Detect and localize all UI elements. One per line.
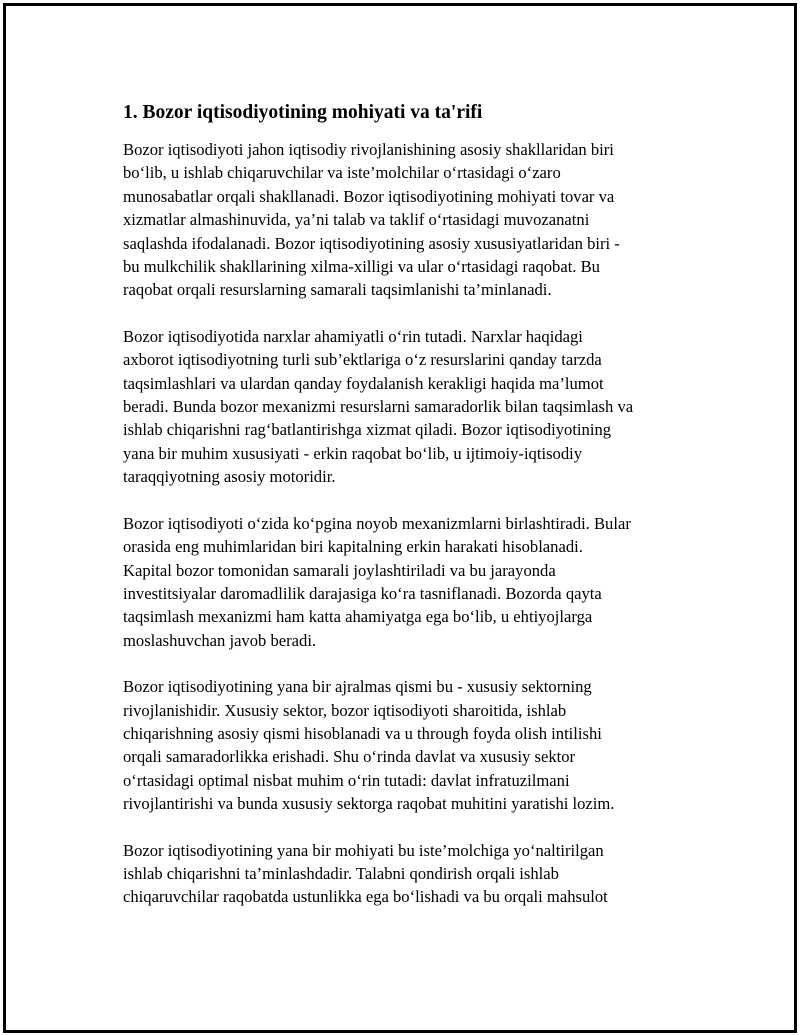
text-line: ishlab chiqarishni rag‘batlantirishga xizmat qiladi. Bozor iqtisodiyotining — [123, 420, 612, 440]
text-line: raqobat orqali resurslarning samarali taqsimlanishi ta’minlanadi. — [123, 280, 552, 300]
text-line: Bozor iqtisodiyotining yana bir mohiyati bu iste’molchiga yo‘naltirilgan — [123, 840, 604, 860]
paragraph-1 — [123, 138, 701, 302]
paragraph-3 — [123, 512, 701, 652]
page-frame — [3, 3, 797, 1033]
text-line: taraqqiyotning asosiy motoridir. — [123, 467, 336, 487]
text-line: bo‘lib, u ishlab chiqaruvchilar va iste’molchilar o‘rtasidagi o‘zaro — [123, 163, 561, 183]
section-heading: 1. Bozor iqtisodiyotining mohiyati va ta'rifi — [123, 102, 483, 123]
text-line: munosabatlar orqali shakllanadi. Bozor iqtisodiyotining mohiyati tovar va — [123, 186, 615, 206]
text-line: taqsimlashlari va ulardan qanday foydalanish kerakligi haqida ma’lumot — [123, 373, 604, 393]
text-line: taqsimlash mexanizmi ham katta ahamiyatga ega bo‘lib, u ehtiyojlarga — [123, 607, 593, 627]
paragraph-2 — [123, 325, 701, 489]
text-line: Bozor iqtisodiyotida narxlar ahamiyatli o‘rin tutadi. Narxlar haqidagi — [123, 326, 583, 346]
text-line: Bozor iqtisodiyotining yana bir ajralmas qismi bu - xususiy sektorning — [123, 677, 592, 697]
text-line: o‘rtasidagi optimal nisbat muhim o‘rin tutadi: davlat infratuzilmani — [123, 770, 570, 790]
text-line: xizmatlar almashinuvida, ya’ni talab va taklif o‘rtasidagi muvozanatni — [123, 210, 590, 230]
text-line: Bozor iqtisodiyoti o‘zida ko‘pgina noyob mexanizmlarni birlashtiradi. Bular — [123, 513, 631, 533]
text-line: rivojlanishidir. Xususiy sektor, bozor iqtisodiyoti sharoitida, ishlab — [123, 700, 567, 720]
document-body — [121, 101, 701, 932]
text-line: chiqarishning asosiy qismi hisoblanadi va u through foyda olish intilishi — [123, 723, 602, 743]
text-line: axborot iqtisodiyotning turli sub’ektlariga o‘z resurslarini qanday tarzda — [123, 350, 602, 370]
text-line: Bozor iqtisodiyoti jahon iqtisodiy rivojlanishining asosiy shakllaridan biri — [123, 140, 614, 159]
text-line: bu mulkchilik shakllarining xilma-xilligi va ular o‘rtasidagi raqobat. Bu — [123, 257, 600, 277]
paragraph-5 — [123, 839, 701, 909]
text-line: orasida eng muhimlaridan biri kapitalning erkin harakati hisoblanadi. — [123, 537, 583, 557]
text-line: saqlashda ifodalanadi. Bozor iqtisodiyotining asosiy xususiyatlaridan biri - — [123, 233, 620, 253]
text-line: moslashuvchan javob beradi. — [123, 630, 317, 650]
text-line: ishlab chiqarishni ta’minlashdadir. Talabni qondirish orqali ishlab — [123, 863, 559, 883]
text-line: beradi. Bunda bozor mexanizmi resurslarni samaradorlik bilan taqsimlash va — [123, 397, 634, 417]
paragraph-4 — [123, 675, 701, 815]
text-line: orqali samaradorlikka erishadi. Shu o‘rinda davlat va xususiy sektor — [123, 747, 576, 767]
text-line: yana bir muhim xususiyati - erkin raqobat bo‘lib, u ijtimoiy-iqtisodiy — [123, 443, 583, 463]
text-line: investitsiyalar daromadlilik darajasiga ko‘ra tasniflanadi. Bozorda qayta — [123, 583, 602, 603]
text-line: Kapital bozor tomonidan samarali joylashtiriladi va bu jarayonda — [123, 560, 556, 580]
text-line: rivojlantirishi va bunda xususiy sektorga raqobat muhitini yaratishi lozim. — [123, 794, 615, 814]
text-line: chiqaruvchilar raqobatda ustunlikka ega bo‘lishadi va bu orqali mahsulot — [123, 887, 608, 907]
